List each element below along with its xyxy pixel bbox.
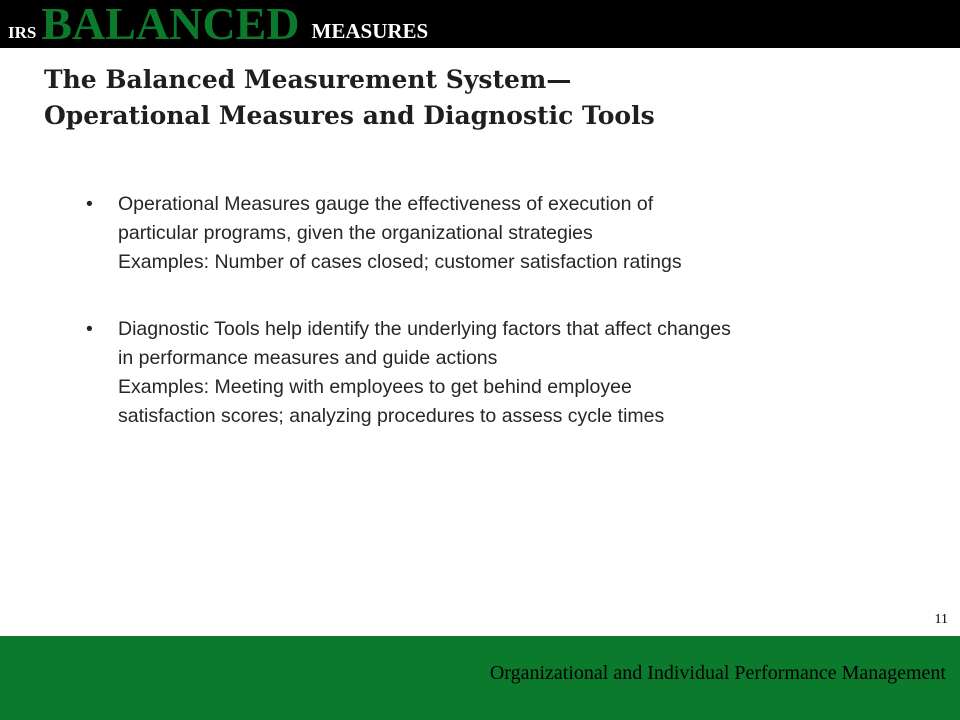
- bullet-list: [86, 190, 866, 469]
- bullet-text-line: Examples: Number of cases closed; customer satisfaction ratings: [118, 251, 682, 273]
- bullet-marker: •: [86, 318, 93, 340]
- bullet-marker: •: [86, 193, 93, 215]
- brand-logo: [8, 0, 428, 48]
- page-title: [44, 62, 655, 134]
- bullet-text-line: satisfaction scores; analyzing procedures to assess cycle times: [118, 405, 665, 427]
- header-bar: [0, 0, 960, 48]
- footer-bar: [0, 636, 960, 720]
- brand-main: BALANCED: [41, 0, 300, 48]
- bullet-item-diagnostic-tools: [86, 315, 866, 431]
- title-line-1: The Balanced Measurement System—: [44, 65, 572, 94]
- bullet-text-line: in performance measures and guide actions: [118, 347, 498, 369]
- bullet-item-operational-measures: [86, 190, 866, 277]
- page-number: 11: [934, 612, 948, 627]
- bullet-text-line: Diagnostic Tools help identify the underlying factors that affect changes: [118, 318, 731, 340]
- bullet-text-line: particular programs, given the organizational strategies: [118, 222, 593, 244]
- bullet-text-line: Operational Measures gauge the effectiveness of execution of: [118, 193, 654, 215]
- brand-prefix: IRS: [8, 23, 37, 42]
- footer-text: Organizational and Individual Performance Management: [489, 662, 946, 684]
- brand-suffix: MEASURES: [311, 19, 429, 43]
- title-line-2: Operational Measures and Diagnostic Tools: [44, 101, 655, 130]
- bullet-text-line: Examples: Meeting with employees to get behind employee: [118, 376, 632, 398]
